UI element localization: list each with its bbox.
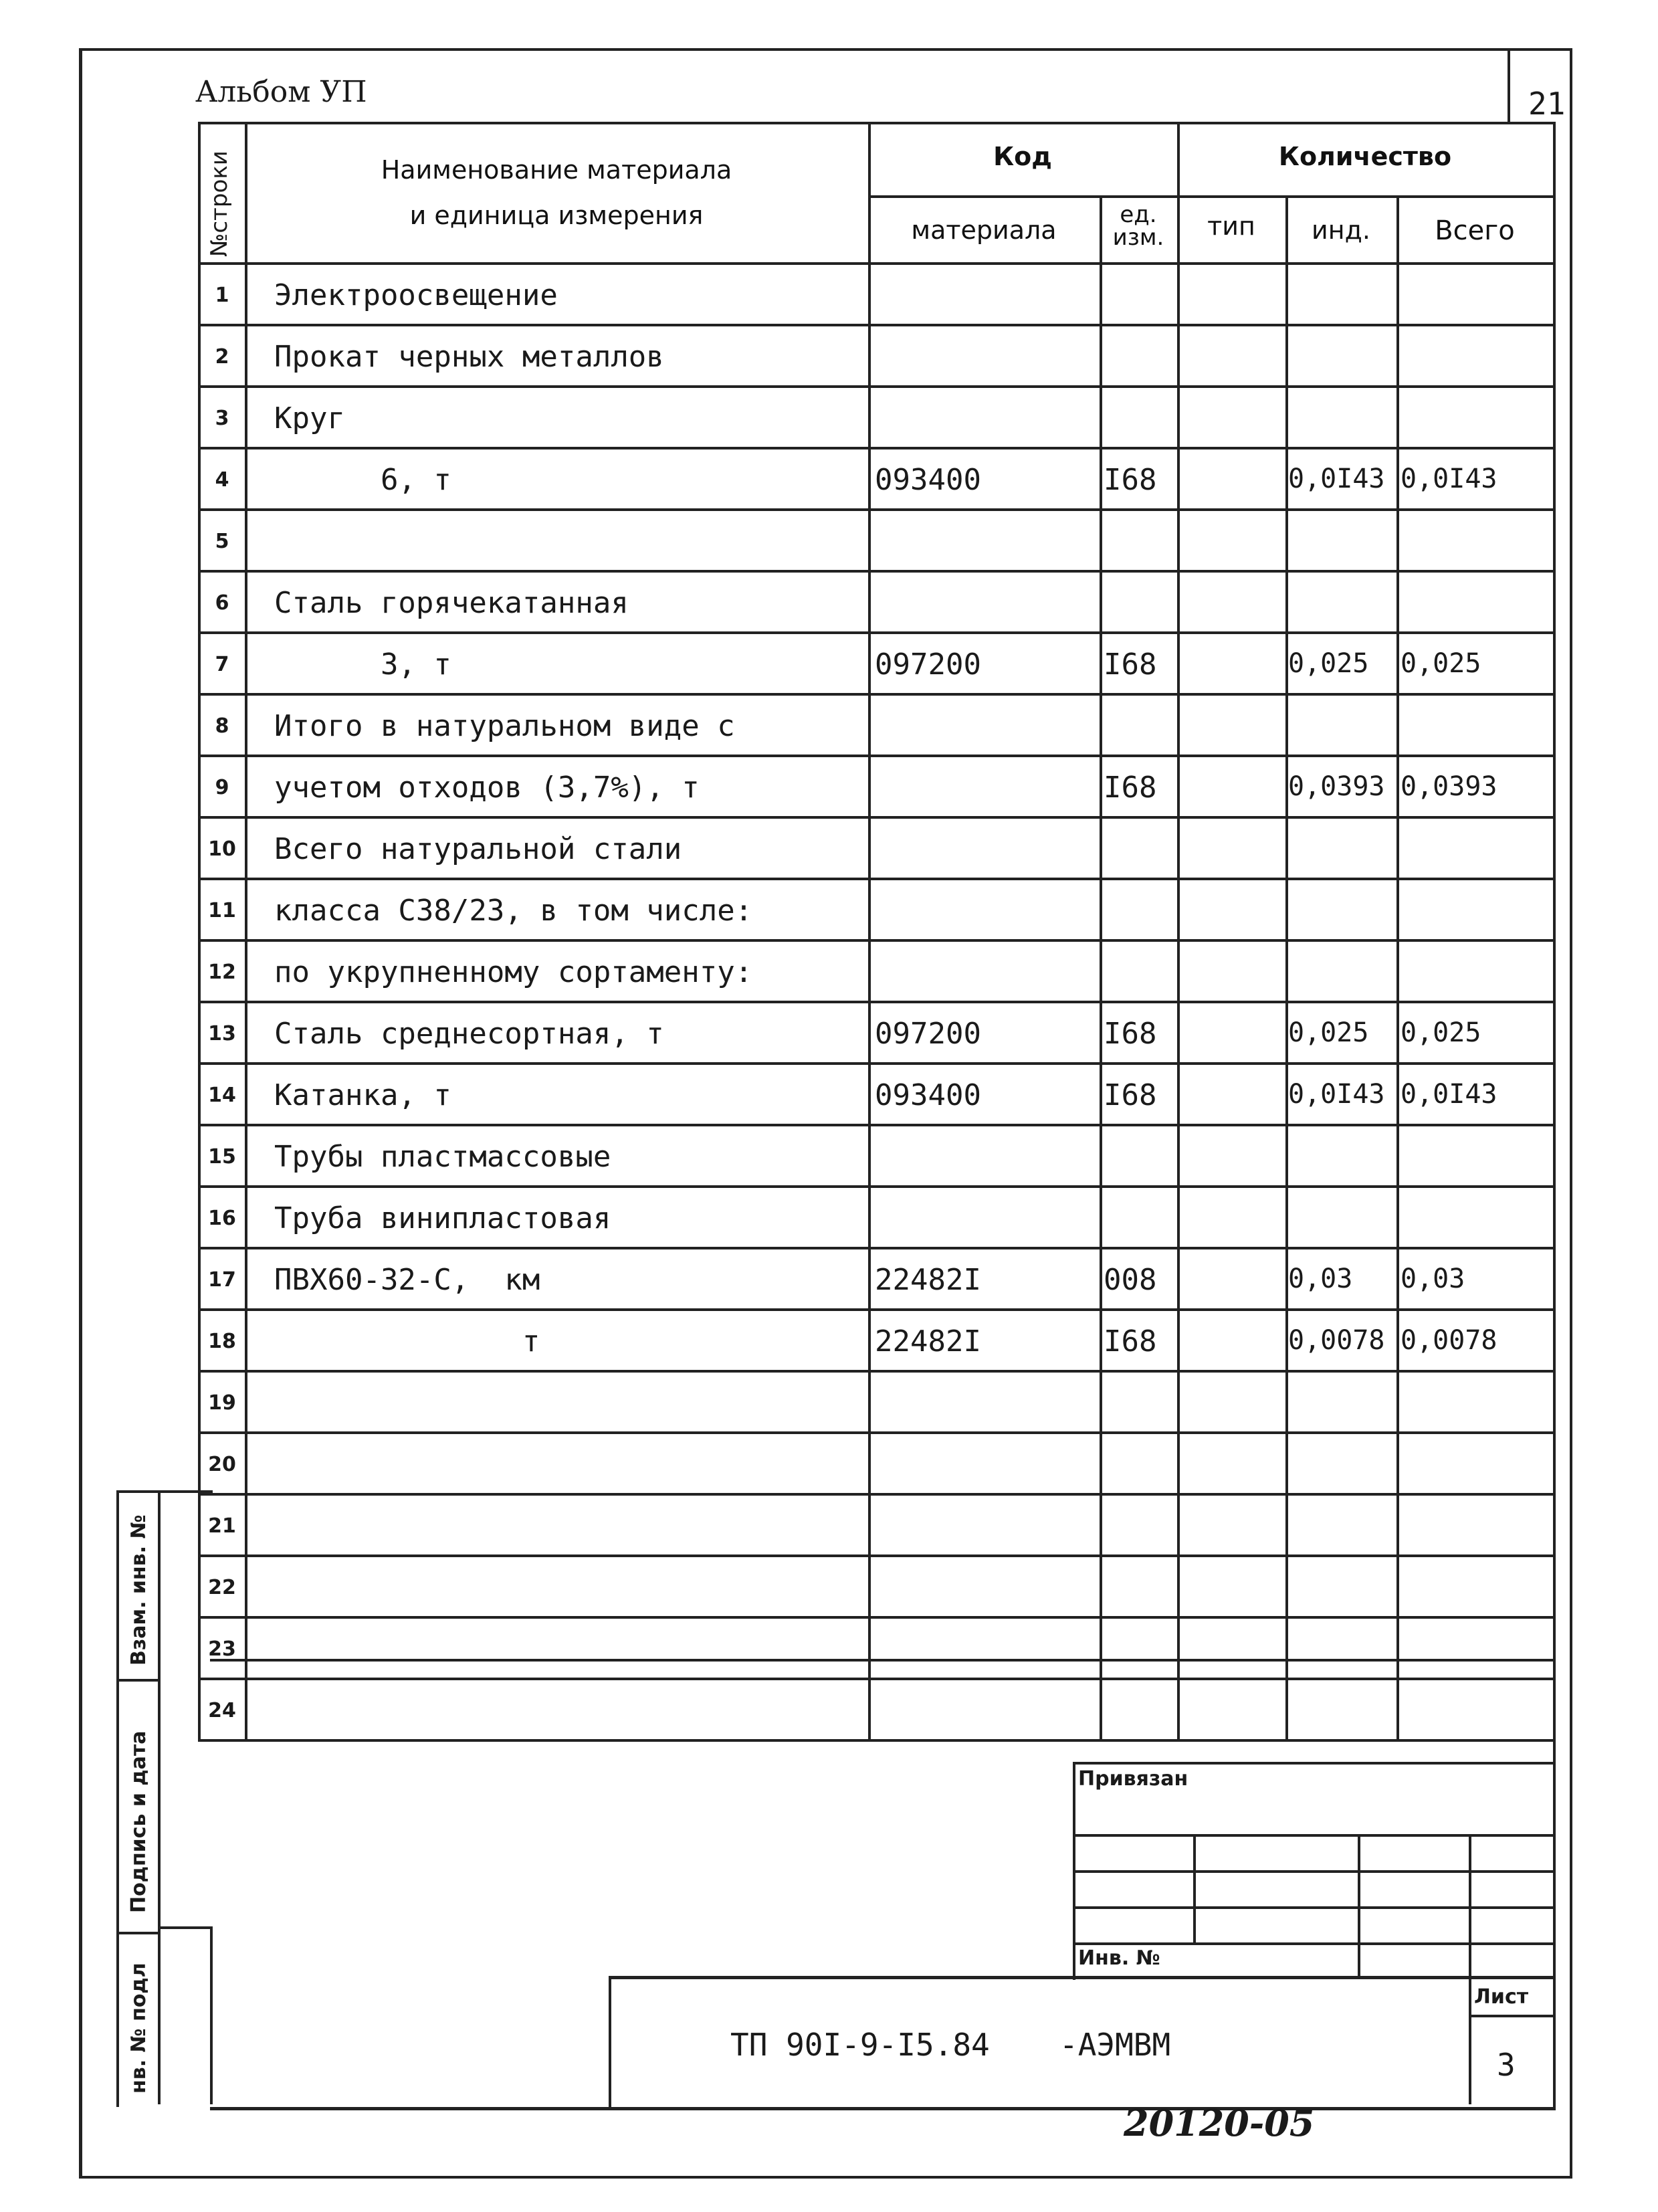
row-number: 6 [215, 591, 229, 615]
table-row-line [198, 1431, 1553, 1434]
row-number: 9 [215, 776, 229, 799]
sheet-label-sep [1469, 2015, 1553, 2017]
row-number: 14 [208, 1084, 236, 1107]
row-name: 3, т [274, 647, 451, 682]
stamp-grid-v1 [1193, 1834, 1196, 1942]
doc-code: ТП 90I-9-I5.84 [730, 2027, 990, 2063]
row-code: 097200 [875, 1017, 981, 1051]
table-col-line-4 [1177, 122, 1180, 1739]
table-row-line [198, 1308, 1553, 1311]
table-row-line [198, 324, 1553, 326]
header-mid-line [868, 195, 1553, 198]
row-name: Всего натуральной стали [274, 832, 682, 866]
row-number: 24 [208, 1699, 236, 1722]
table-col-line-2 [868, 122, 871, 1739]
row-name: ПВХ60-32-С, км [274, 1263, 540, 1297]
row-number: 8 [215, 714, 229, 738]
row-name: Труба винипластовая [274, 1201, 611, 1235]
row-number: 12 [208, 961, 236, 984]
row-total: 0,03 [1401, 1264, 1465, 1294]
stamp-grid-h2 [1073, 1870, 1553, 1873]
row-code: 093400 [875, 1078, 981, 1112]
row-number: 1 [215, 284, 229, 307]
row-name: учетом отходов (3,7%), т [274, 771, 700, 805]
row-total: 0,025 [1401, 648, 1481, 679]
table-col-line-5 [1285, 195, 1288, 1739]
row-unit: I68 [1104, 647, 1157, 682]
header-bottom-line [198, 262, 1553, 265]
row-number: 7 [215, 653, 229, 676]
row-total: 0,0393 [1401, 771, 1497, 802]
col-material-header: материала [911, 215, 1057, 245]
table-row-line [198, 447, 1553, 449]
side-panel-inner-top [158, 1926, 213, 1929]
table-row-line [198, 631, 1553, 634]
row-name: 6, т [274, 463, 451, 497]
stamp-grid-h3 [1073, 1906, 1553, 1909]
table-col-line-7 [1553, 122, 1556, 1739]
inv-no-label: Инв. № [1078, 1946, 1160, 1970]
table-row-line [198, 1616, 1553, 1619]
row-total: 0,0078 [1401, 1325, 1497, 1356]
row-unit: I68 [1104, 1078, 1157, 1112]
table-row-line [198, 816, 1553, 819]
table-row-line [198, 1185, 1553, 1188]
side-panel-sep-2 [116, 1932, 158, 1934]
row-number: 19 [208, 1391, 236, 1415]
row-unit: I68 [1104, 771, 1157, 805]
row-total: 0,025 [1401, 1017, 1481, 1048]
row-name: Итого в натуральном виде с [274, 709, 735, 743]
table-top-border [198, 122, 1553, 124]
row-name: Электроосвещение [274, 278, 558, 312]
sheet-number: 21 [1528, 86, 1566, 122]
row-number: 11 [208, 899, 236, 922]
col-code-header: Код [993, 142, 1052, 171]
table-row-line [198, 939, 1553, 942]
row-ind: 0,0078 [1288, 1325, 1385, 1356]
col-unit-header: ед. изм. [1112, 201, 1164, 251]
row-number: 5 [215, 530, 229, 553]
col-rownum-header: №строки [206, 150, 233, 257]
row-unit: I68 [1104, 1017, 1157, 1051]
col-total-header: Всего [1435, 215, 1515, 246]
side-panel-sep-1 [116, 1679, 158, 1682]
row-unit: I68 [1104, 1324, 1157, 1359]
table-row-line [198, 693, 1553, 696]
row-ind: 0,03 [1288, 1264, 1353, 1294]
stamp-grid-v2 [1358, 1834, 1360, 1977]
row-number: 3 [215, 407, 229, 430]
row-total: 0,0I43 [1401, 464, 1497, 494]
row-number: 17 [208, 1268, 236, 1292]
table-row-line [198, 1001, 1553, 1003]
col-ind-header: инд. [1312, 215, 1370, 245]
table-row-line [198, 1062, 1553, 1065]
row-ind: 0,0I43 [1288, 464, 1385, 494]
row-name: Катанка, т [274, 1078, 451, 1112]
row-ind: 0,0I43 [1288, 1079, 1385, 1110]
row-code: 093400 [875, 463, 981, 497]
stamp-grid-v3 [1469, 1834, 1471, 1977]
table-row-line [198, 1493, 1553, 1496]
col-name-header-line2: и единица измерения [409, 201, 704, 230]
row-total: 0,0I43 [1401, 1079, 1497, 1110]
album-title: Альбом УП [195, 75, 367, 109]
row-unit: I68 [1104, 463, 1157, 497]
row-number: 4 [215, 468, 229, 492]
doc-code-divider [1469, 1976, 1471, 2104]
row-ind: 0,0393 [1288, 771, 1385, 802]
inv-replace-label: Взам. инв. № [127, 1514, 150, 1666]
row-number: 10 [208, 837, 236, 861]
col-type-header: тип [1207, 211, 1255, 241]
row-code: 22482I [875, 1324, 981, 1359]
table-row-line [198, 755, 1553, 757]
table-col-line-1 [245, 122, 247, 1739]
table-row-line [198, 1554, 1553, 1557]
table-row-line [198, 1247, 1553, 1249]
row-unit: 008 [1104, 1263, 1157, 1297]
row-name: Прокат черных металлов [274, 340, 664, 374]
row-name: Круг [274, 401, 345, 435]
row-number: 16 [208, 1207, 236, 1230]
table-row-line [198, 1124, 1553, 1126]
row-number: 20 [208, 1453, 236, 1476]
row-name: Сталь среднесортная, т [274, 1017, 664, 1051]
row-number: 23 [208, 1637, 236, 1661]
table-row-line [198, 878, 1553, 880]
row-name: Сталь горячекатанная [274, 586, 629, 620]
row-name: класса С38/23, в том числе: [274, 894, 753, 928]
table-row-line [198, 385, 1553, 388]
row-number: 15 [208, 1145, 236, 1169]
side-panel-divider [158, 1490, 161, 2104]
inv-orig-label: нв. № подл [127, 1963, 150, 2094]
table-col-line-6 [1396, 195, 1399, 1739]
row-name: по укрупненному сортаменту: [274, 955, 753, 989]
table-row-line [198, 508, 1553, 511]
handwritten-number: 20120-05 [1124, 2102, 1315, 2144]
row-number: 18 [208, 1330, 236, 1353]
row-number: 21 [208, 1514, 236, 1538]
doc-suffix: -АЭМВМ [1059, 2027, 1171, 2063]
attached-label: Привязан [1078, 1767, 1188, 1791]
stamp-grid-h1 [1073, 1834, 1553, 1837]
sign-date-label: Подпись и дата [127, 1730, 150, 1913]
row-code: 22482I [875, 1263, 981, 1297]
row-name: Трубы пластмассовые [274, 1140, 611, 1174]
table-col-line-3 [1100, 195, 1102, 1739]
row-ind: 0,025 [1288, 1017, 1369, 1048]
row-number: 13 [208, 1022, 236, 1045]
row-ind: 0,025 [1288, 648, 1369, 679]
row-number: 22 [208, 1576, 236, 1599]
row-code: 097200 [875, 647, 981, 682]
col-name-header-line1: Наименование материала [381, 155, 732, 185]
col-qty-header: Количество [1278, 142, 1452, 171]
stamp-grid-h4 [1073, 1942, 1553, 1945]
table-row-line [198, 570, 1553, 573]
table-row-line [198, 1370, 1553, 1373]
sheet-value: 3 [1497, 2047, 1516, 2083]
sheet-label: Лист [1474, 1985, 1529, 2009]
row-name: т [274, 1324, 540, 1359]
row-number: 2 [215, 345, 229, 369]
